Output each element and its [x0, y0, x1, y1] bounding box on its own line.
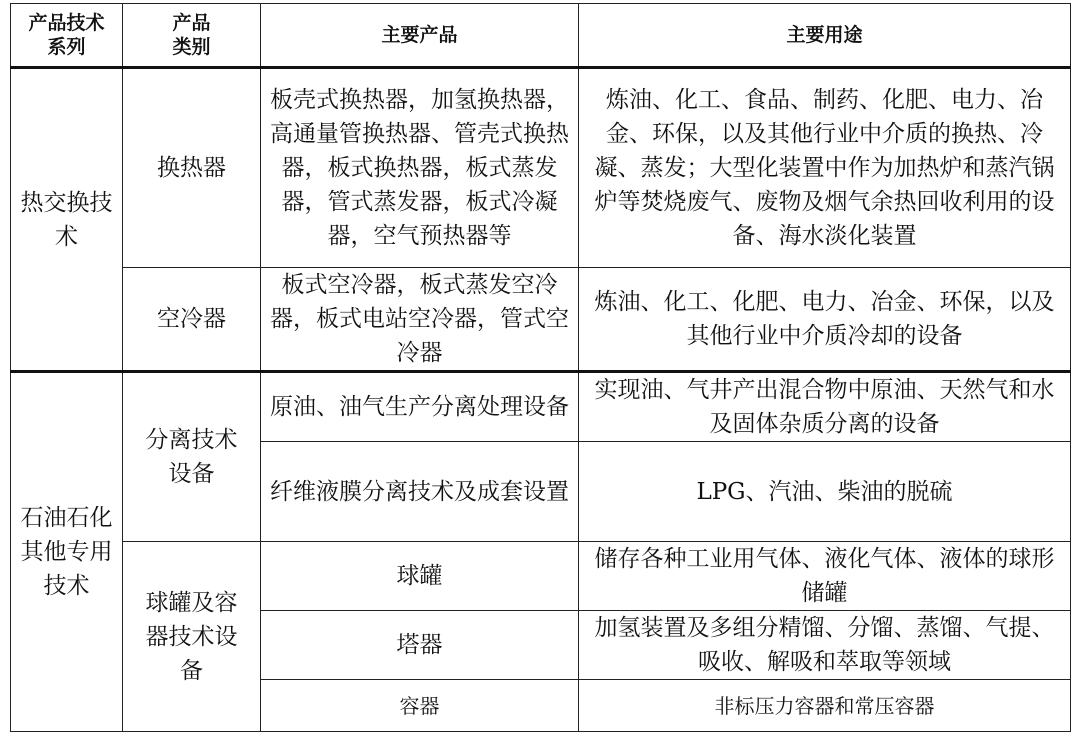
uses-cell: LPG、汽油、柴油的脱硫 — [579, 442, 1071, 542]
uses-cell: 非标压力容器和常压容器 — [579, 680, 1071, 732]
header-row — [11, 4, 1071, 68]
products-cell: 容器 — [261, 680, 579, 732]
series-cell: 热交换技术 — [11, 68, 123, 372]
uses-cell: 炼油、化工、食品、制药、化肥、电力、冶金、环保，以及其他行业中介质的换热、冷凝、蒸发；大型化装置中作为加热炉和蒸汽锅炉等焚烧废气、废物及烟气余热回收利用的设备、海水淡化装置 — [579, 68, 1071, 268]
header-category: 产品类别 — [123, 4, 261, 68]
category-cell: 球罐及容器技术设备 — [123, 542, 261, 732]
products-cell: 原油、油气生产分离处理设备 — [261, 372, 579, 442]
series-cell: 石油石化其他专用技术 — [11, 372, 123, 732]
products-cell: 塔器 — [261, 611, 579, 680]
uses-cell: 实现油、气井产出混合物中原油、天然气和水及固体杂质分离的设备 — [579, 372, 1071, 442]
uses-cell: 加氢装置及多组分精馏、分馏、蒸馏、气提、吸收、解吸和萃取等领域 — [579, 611, 1071, 680]
category-cell: 换热器 — [123, 68, 261, 268]
products-cell: 纤维液膜分离技术及成套设置 — [261, 442, 579, 542]
products-cell: 板式空冷器，板式蒸发空冷器，板式电站空冷器，管式空冷器 — [261, 268, 579, 372]
products-cell: 板壳式换热器，加氢换热器，高通量管换热器、管壳式换热器，板式换热器，板式蒸发器，管式蒸发器，板式冷凝器，空气预热器等 — [261, 68, 579, 268]
table-row — [11, 268, 1071, 372]
category-cell: 分离技术设备 — [123, 372, 261, 542]
table-row — [11, 68, 1071, 268]
products-cell: 球罐 — [261, 542, 579, 611]
category-cell: 空冷器 — [123, 268, 261, 372]
header-series: 产品技术系列 — [11, 4, 123, 68]
header-products: 主要产品 — [261, 4, 579, 68]
product-table — [10, 3, 1071, 732]
table-row — [11, 542, 1071, 611]
table-row — [11, 372, 1071, 442]
header-uses: 主要用途 — [579, 4, 1071, 68]
uses-cell: 储存各种工业用气体、液化气体、液体的球形储罐 — [579, 542, 1071, 611]
uses-cell: 炼油、化工、化肥、电力、冶金、环保，以及其他行业中介质冷却的设备 — [579, 268, 1071, 372]
